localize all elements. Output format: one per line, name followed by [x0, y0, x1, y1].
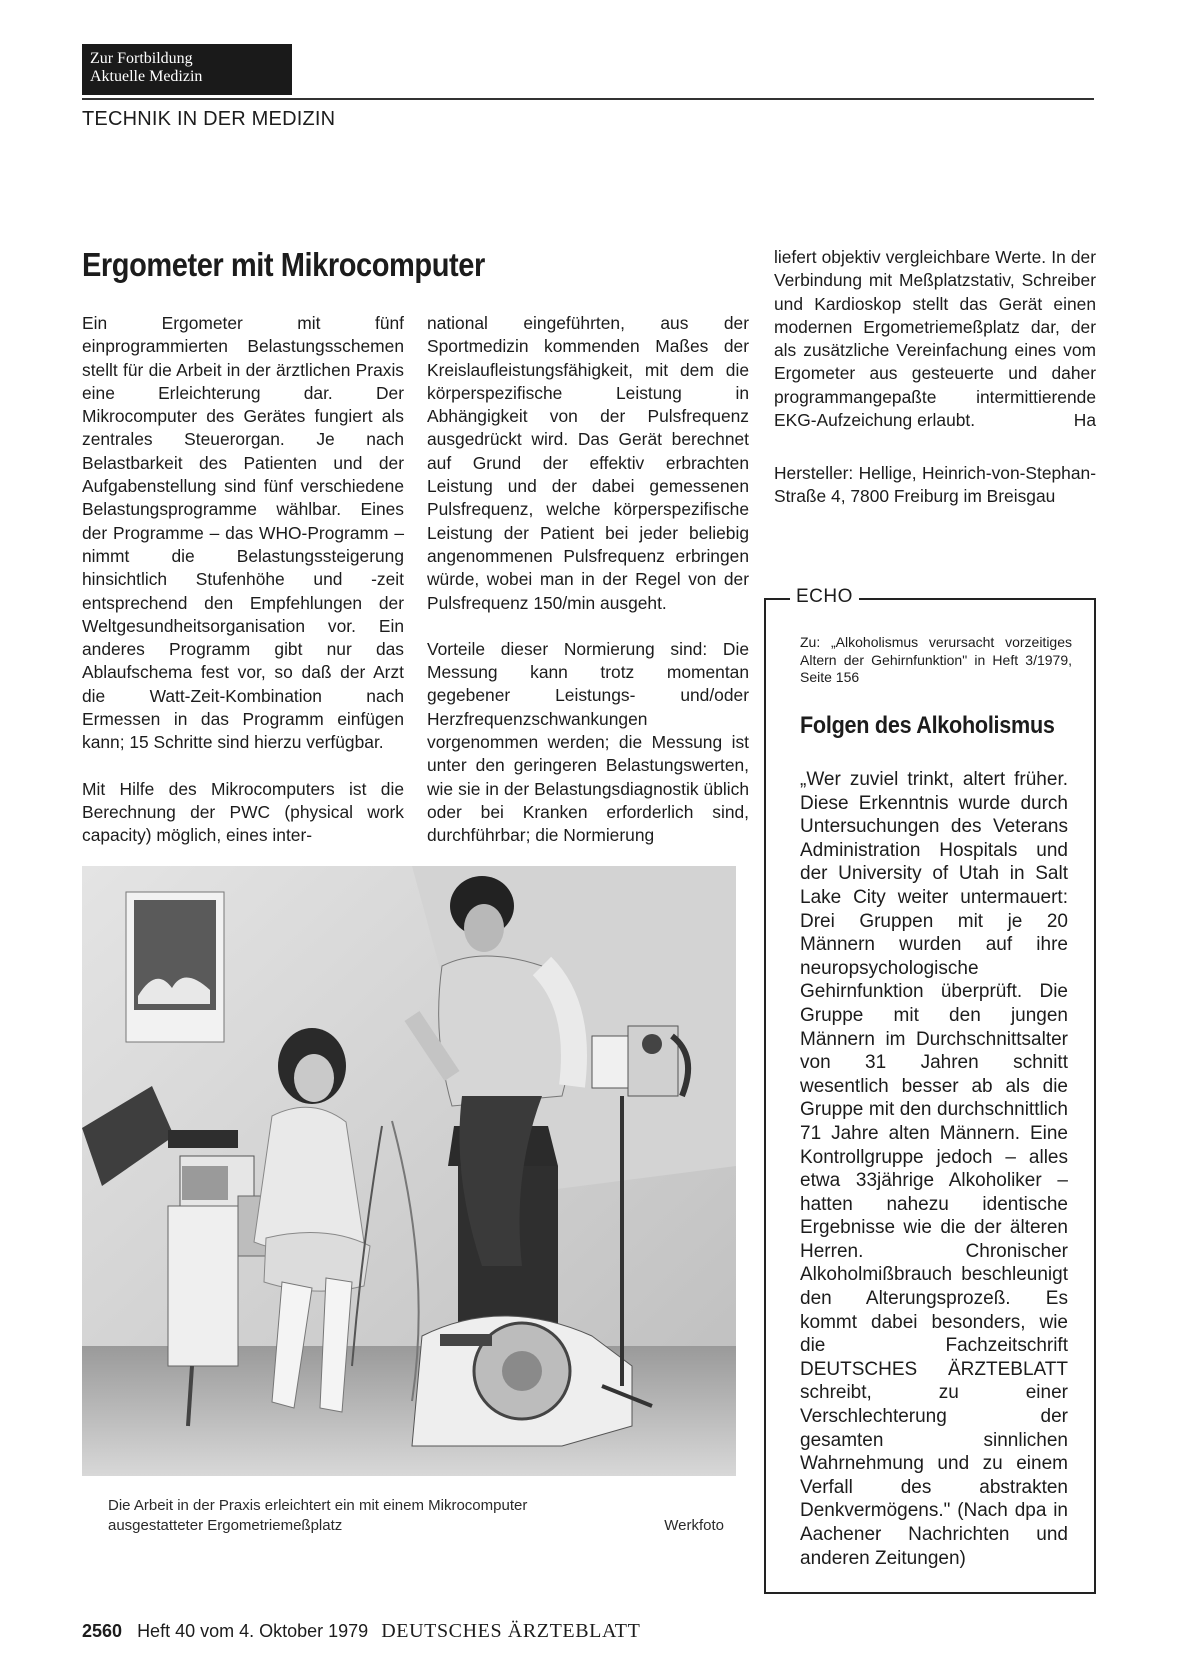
page-number: 2560 [82, 1621, 123, 1641]
echo-label: ECHO [790, 586, 859, 608]
paragraph-text: liefert objektiv vergleichbare Werte. In der Verbindung mit Meßplatzstativ, Schreiber und Kardioskop stellt das Gerät einen modernen Ergometriemeßplatz dar, der als zusätzliche Vereinfachung eines vom Ergometer aus gesteuerte und daher programmangepaßte intermittierende EKG-Aufzeichung erlaubt. [774, 247, 1096, 431]
photo-image [82, 866, 736, 1476]
caption-text: Die Arbeit in der Praxis erleichtert ein mit einem Mikrocomputer ausgestatteter Ergometriemeßplatz [108, 1497, 528, 1534]
manufacturer-note: Hersteller: Hellige, Heinrich-von-Stephan-Straße 4, 7800 Freiburg im Breisgau [774, 463, 1096, 507]
article-column-3 [774, 246, 1096, 432]
paragraph: Ein Ergometer mit fünf einprogrammierten Belastungsschemen stellt für die Arbeit in der ärztlichen Praxis eine Erleichterung dar. Der Mikrocomputer des Gerätes fungiert als zentrales Steuerorgan. Je nach Belastbarkeit des Patienten und der Aufgabenstellung sind fünf verschiedene Belastungsprogramme wählbar. Eines der Programme – das WHO-Programm – nimmt die Belastungssteigerung hinsichtlich Stufenhöhe und -zeit entsprechend den Empfehlungen der Weltgesundheitsorganisation vor. Ein anderes Programm gibt nur das Ablaufschema fest vor, so daß der Arzt die Watt-Zeit-Kombination nach Ermessen in das Programm einfügen kann; 15 Schritte sind hierzu verfügbar. [82, 313, 404, 753]
author-initials: Ha [1073, 410, 1096, 431]
photo-credit: Werkfoto [664, 1517, 724, 1534]
publication-name: DEUTSCHES ÄRZTEBLATT [381, 1620, 641, 1642]
page-footer [82, 1620, 640, 1643]
article-column-2 [427, 312, 749, 871]
echo-reference: Zu: „Alkoholismus verursacht vorzeitiges Altern der Gehirnfunktion" in Heft 3/1979, Seite 156 [800, 634, 1072, 685]
header-rule [82, 98, 1094, 100]
paragraph: Mit Hilfe des Mikrocomputers ist die Berechnung der PWC (physical work capacity) möglich, eines inter- [82, 778, 404, 846]
article-title: Ergometer mit Mikrocomputer [82, 246, 485, 283]
echo-headline: Folgen des Alkoholismus [800, 712, 1055, 739]
section-label: TECHNIK IN DER MEDIZIN [82, 108, 336, 130]
issue-info: Heft 40 vom 4. Oktober 1979 [137, 1621, 369, 1641]
echo-body: „Wer zuviel trinkt, altert früher. Diese Erkenntnis wurde durch Untersuchungen des Veterans Administration Hospitals und der University of Utah in Salt Lake City weiter untermauert: Drei Gruppen mit je 20 Männern wurden auf ihre neuropsychologische Gehirnfunktion überprüft. Die Gruppe mit den jungen Männern im Durchschnittsalter von 31 Jahren schnitt wesentlich besser ab als die Gruppe mit den durchschnittlich 71 Jahre alten Männern. Eine Kontrollgruppe jedoch – alles etwa 33jährige Alkoholiker – hatten nahezu identische Ergebnisse wie die der älteren Herren. Chronischer Alkoholmißbrauch beschleunigt den Alterungsprozeß. Es kommt dabei besonders, wie die Fachzeitschrift DEUTSCHES ÄRZTEBLATT schreibt, zu einer Verschlechterung der gesamten sinnlichen Wahrnehmung und zu einem Verfall des abstrakten Denkvermögens." (Nach dpa in Aachener Nachrichten und anderen Zeitungen) [800, 769, 1068, 1569]
paragraph: national eingeführten, aus der Sportmedizin kommenden Maßes der Kreislaufleistungsfähigkeit, mit dem die körperspezifische Leistung in Abhängigkeit von der Pulsfrequenz ausgedrückt wird. Das Gerät berechnet auf Grund der effektiv erbrachten Leistung und der dabei gemessenen Pulsfrequenz, welche körperspezifische Leistung der Patient bei jeder beliebig angenommenen Pulsfrequenz erbringen würde, wobei man in der Regel von der Pulsfrequenz 150/min ausgeht. [427, 313, 749, 613]
ergometer-photo [82, 866, 736, 1476]
photo-caption [108, 1496, 724, 1536]
article-column-1 [82, 312, 404, 871]
badge-line-1: Zur Fortbildung [90, 50, 193, 67]
paragraph: Vorteile dieser Normierung sind: Die Messung kann trotz momentan gegebener Leistungs- und/oder Herzfrequenzschwankungen vorgenommen werden; die Messung ist unter den geringeren Belastungswerten, wie sie in der Belastungsdiagnostik üblich oder bei Kranken erforderlich sind, durchführbar; die Normierung [427, 638, 749, 846]
badge-line-2: Aktuelle Medizin [90, 68, 203, 85]
section-badge [82, 44, 292, 95]
paragraph [774, 246, 1096, 432]
